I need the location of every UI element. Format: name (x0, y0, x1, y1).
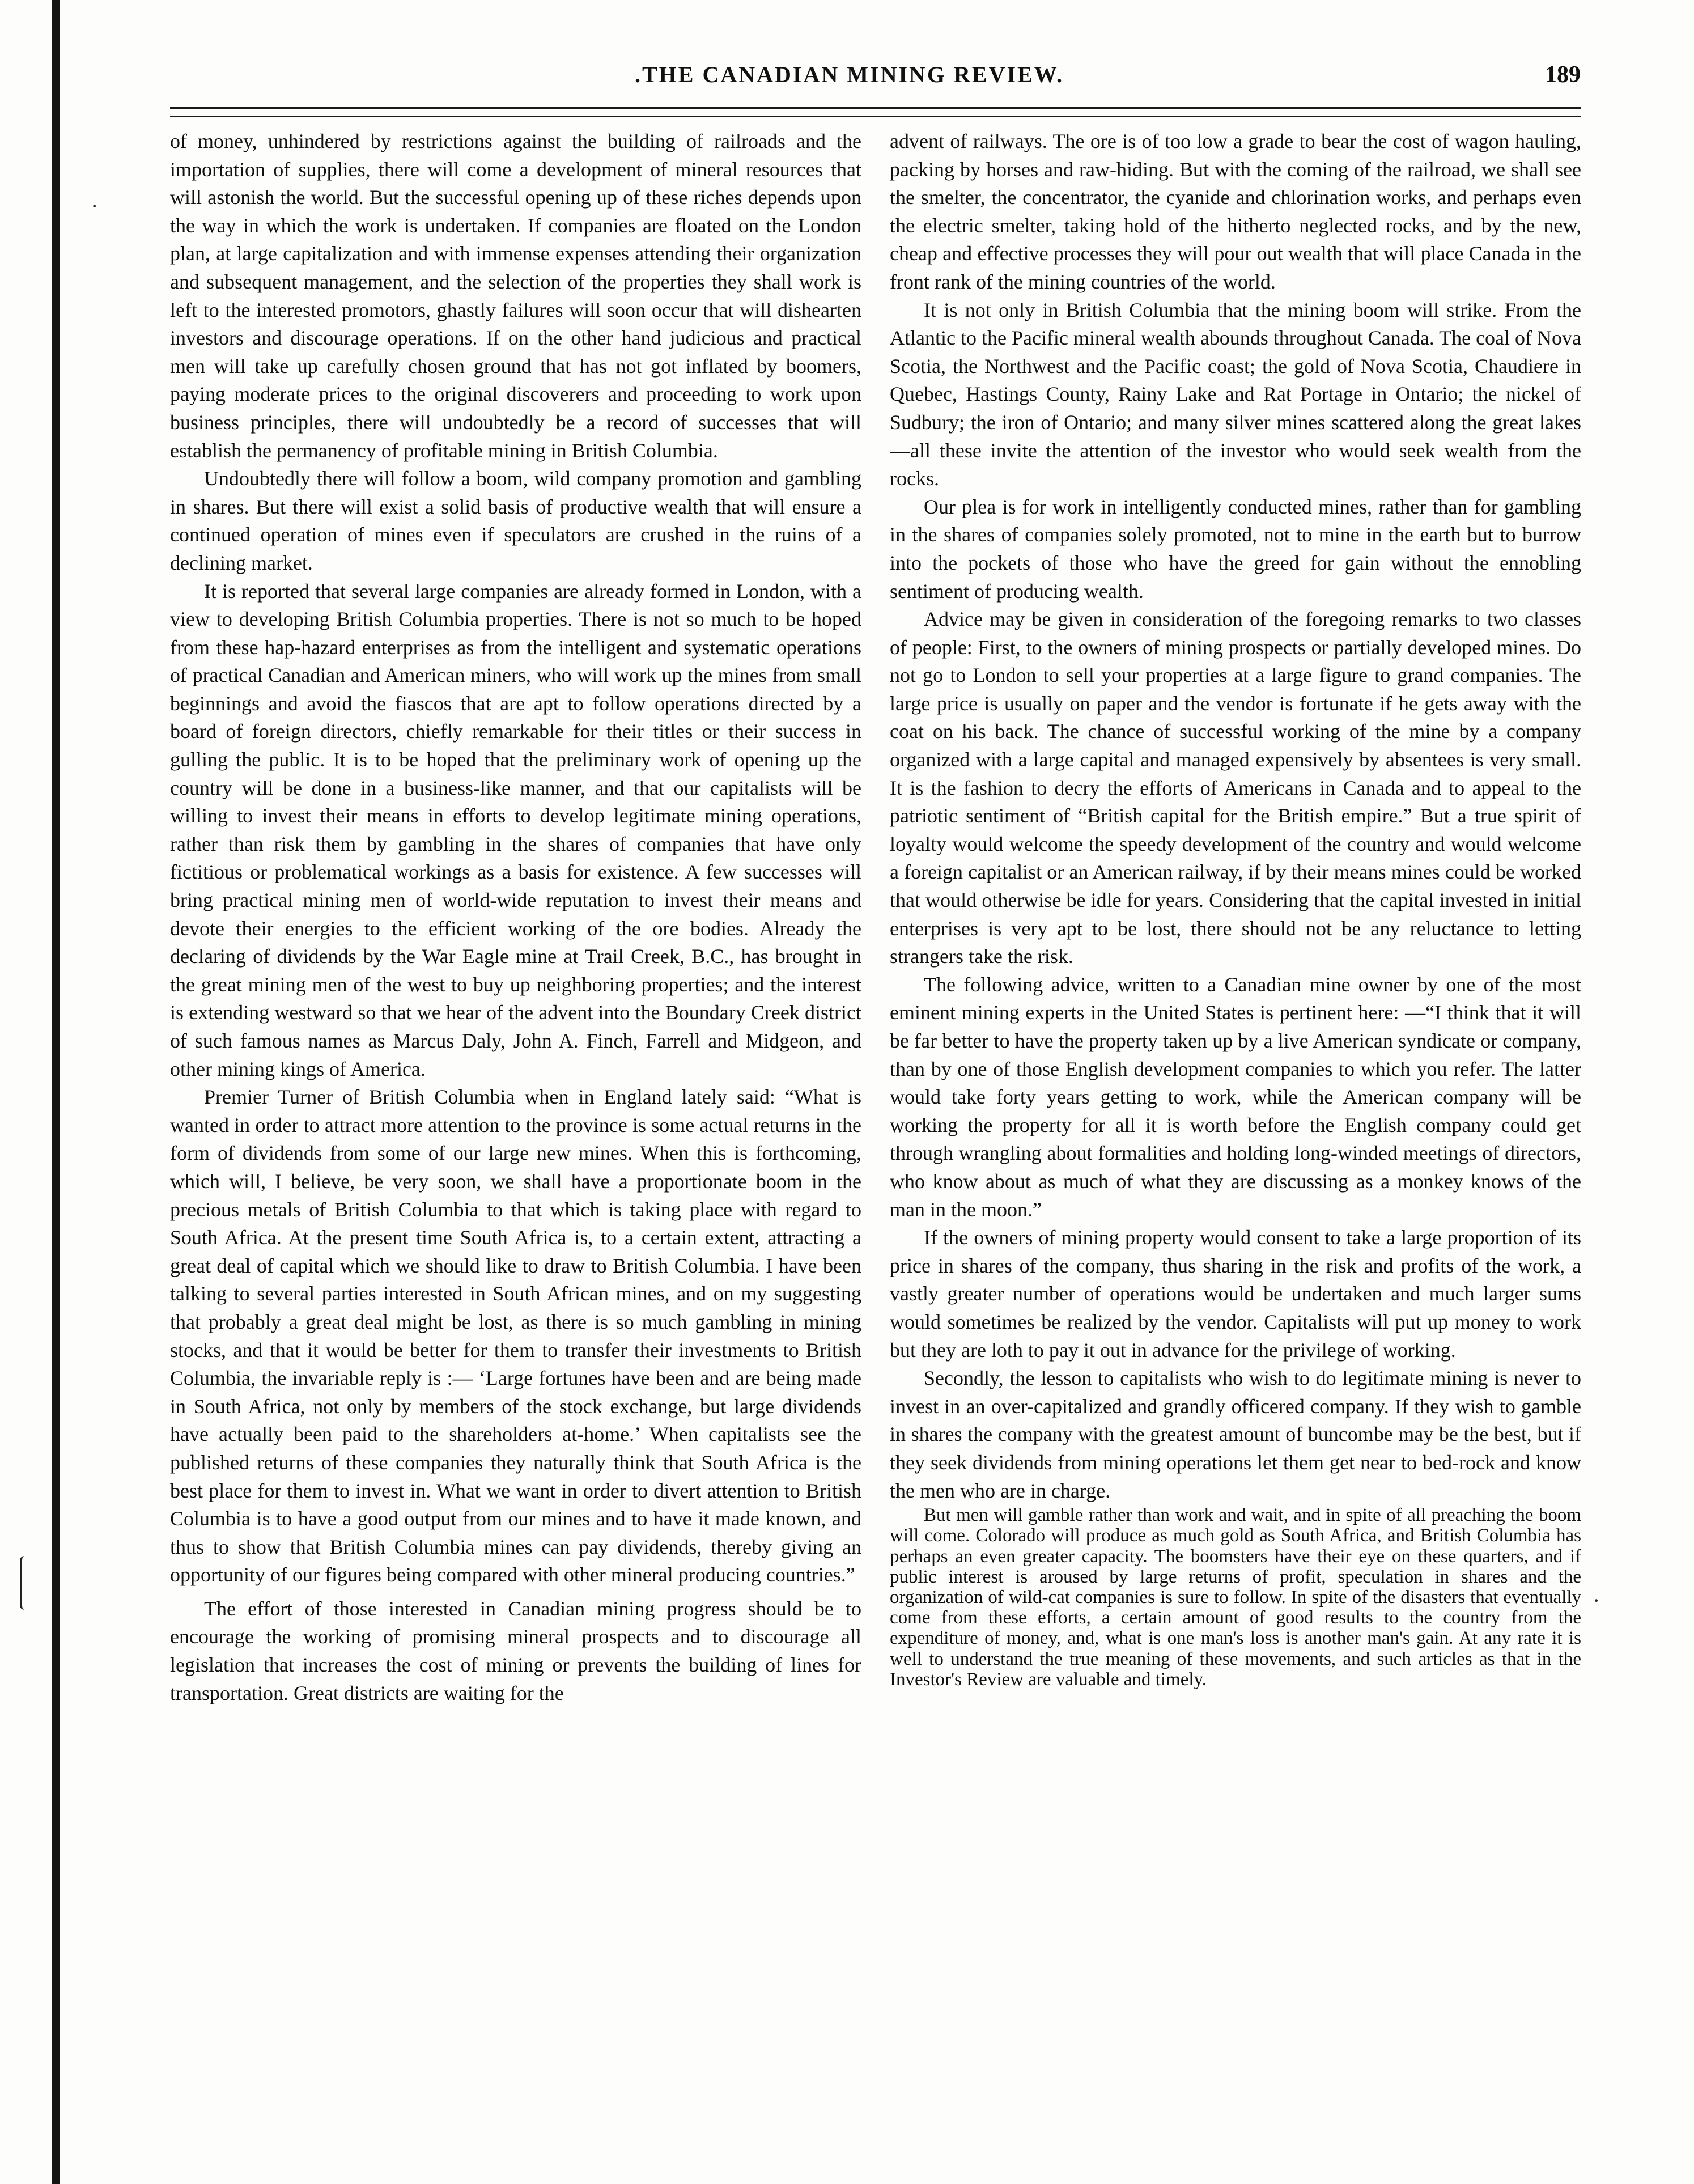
paragraph: It is reported that several large companies are already formed in London, with a view to developing British Columbia properties. There is not so much to be hoped from these hap-hazard enterprises as from the intelligent and systematic operations of practical Canadian and American miners, who will work up the mines from small beginnings and avoid the fiascos that are apt to follow operations directed by a board of foreign directors, chiefly remarkable for their titles or their success in gulling the public. It is to be hoped that the preliminary work of opening up the country will be done in a business-like manner, and that our capitalists will be willing to invest their means in efforts to develop legitimate mining operations, rather than risk them by gambling in the shares of companies that have only fictitious or problematical workings as a basis for existence. A few successes will bring practical mining men of world-wide reputation to invest their means and devote their energies to the efficient working of the ore bodies. Already the declaring of dividends by the War Eagle mine at Trail Creek, B.C., has brought in the great mining men of the west to buy up neighboring properties; and the interest is extending westward so that we hear of the advent into the Boundary Creek district of such famous names as Marcus Daly, John A. Finch, Farrell and Midgeon, and other mining kings of America. (170, 579, 861, 1080)
paragraph: The following advice, written to a Canadian mine owner by one of the most eminent mining experts in the United States is pertinent here: —“I think that it will be far better to have the property taken up by a live American syndicate or company, than by one of those English development companies to which you refer. The latter would take forty years getting to work, while the American company will be working the property for all it is worth before the English company could get through wrangling about formalities and holding long-winded meetings of directors, who know about as much of what they are discussing as a monkey knows of the man in the moon.” (890, 973, 1581, 1221)
page-number: 189 (1545, 62, 1581, 88)
right-column (890, 128, 1581, 2151)
running-title: .THE CANADIAN MINING REVIEW. (635, 62, 1064, 87)
header-rule-thin (170, 116, 1581, 117)
header-rule (170, 107, 1581, 109)
paragraph: Secondly, the lesson to capitalists who wish to do legitimate mining is never to invest in an over-capitalized and grandly officered company. If they wish to gamble in shares the company with the greatest amount of buncombe may be the best, but if they seek dividends from mining operations let them get near to bed-rock and know the men who are in charge. (890, 1367, 1581, 1502)
paragraph: of money, unhindered by restrictions against the building of railroads and the importation of supplies, there will come a development of mineral resources that will astonish the world. But the successful opening up of these riches depends upon the way in which the work is undertaken. If companies are floated on the London plan, at large capitalization and with immense expenses attending their organization and subsequent management, and the selection of the properties they shall work is left to the interested promotors, ghastly failures will soon occur that will dishearten investors and discourage operations. If on the other hand judicious and practical men will take up carefully chosen ground that has not got inflated by boomers, paying moderate prices to the original discoverers and proceeding to work upon business principles, there will undoubtedly be a record of successes that will establish the permanency of profitable mining in British Columbia. (170, 130, 861, 462)
margin-dot: · (1593, 1588, 1600, 1613)
paragraph: advent of railways. The ore is of too low a grade to bear the cost of wagon hauling, packing by horses and raw-hiding. But with the coming of the railroad, we shall see the smelter, the concentrator, the cyanide and chlorination works, and perhaps even the electric smelter, taking hold of the hitherto neglected rocks, and by the new, cheap and effective processes they will pour out wealth that will place Canada in the front rank of the mining countries of the world. (890, 130, 1581, 293)
page-header (170, 61, 1581, 101)
paragraph: If the owners of mining property would consent to take a large proportion of its price in shares of the company, thus sharing in the risk and profits of the work, a vastly greater number of operations would be undertaken and much larger sums would sometimes be realized by the vendor. Capitalists will put up money to work but they are loth to pay it out in advance for the privilege of working. (890, 1226, 1581, 1362)
margin-bracket (20, 1556, 32, 1610)
binding-edge (52, 0, 60, 2184)
paragraph: It is not only in British Columbia that the mining boom will strike. From the Atlantic to the Pacific mineral wealth abounds throughout Canada. The coal of Nova Scotia, the Northwest and the Pacific coast; the gold of Nova Scotia, Chaudiere in Quebec, Hastings County, Rainy Lake and Rat Portage in Ontario; the nickel of Sudbury; the iron of Ontario; and many silver mines scattered along the great lakes—all these invite the attention of the investor who would seek wealth from the rocks. (890, 298, 1581, 490)
left-column (170, 128, 861, 2151)
paragraph: Undoubtedly there will follow a boom, wild company promotion and gambling in shares. But there will exist a solid basis of productive wealth that will ensure a continued operation of mines even if speculators are crushed in the ruins of a declining market. (170, 467, 861, 574)
paragraph-small-type: But men will gamble rather than work and wait, and in spite of all preaching the boom will come. Colorado will produce as much gold as South Africa, and British Columbia has perhaps an even greater capacity. The boomsters have their eye on these quarters, and if public interest is aroused by large returns of profit, speculation in shares and the organization of wild-cat companies is sure to follow. In spite of the disasters that eventually come from these efforts, a certain amount of good results to the country from the expenditure of money, and, what is one man's loss is another man's gain. At any rate it is well to understand the true meaning of these movements, and such articles as that in the Investor's Review are valuable and timely. (890, 1505, 1581, 1690)
paragraph: Advice may be given in consideration of the foregoing remarks to two classes of people: First, to the owners of mining prospects or partially developed mines. Do not go to London to sell your properties at a large figure to grand companies. The large price is usually on paper and the vendor is fortunate if he gets away with the coat on his back. The chance of successful working of the mine by a company organized with a large capital and managed expensively by absentees is very small. It is the fashion to decry the efforts of Americans in Canada and to appeal to the patriotic sentiment of “British capital for the British empire.” But a true spirit of loyalty would welcome the speedy development of the country and would welcome a foreign capitalist or an American railway, if by their means mines could be worked that would otherwise be idle for years. Considering that the capital invested in initial enterprises is very apt to be lost, there should not be any reluctance to letting strangers take the risk. (890, 608, 1581, 968)
paragraph: The effort of those interested in Canadian mining progress should be to encourage the working of promising mineral prospects and to discourage all legislation that increases the cost of mining or prevents the building of lines for transportation. Great districts are waiting for the (170, 1597, 861, 1704)
paragraph: Our plea is for work in intelligently conducted mines, rather than for gambling in the shares of companies solely promoted, not to mine in the earth but to burrow into the pockets of those who have the greed for gain without the ennobling sentiment of producing wealth. (890, 495, 1581, 603)
margin-dot: · (91, 193, 99, 219)
paragraph: Premier Turner of British Columbia when in England lately said: “What is wanted in order to attract more attention to the province is some actual returns in the form of dividends from some of our large new mines. When this is forthcoming, which will, I believe, be very soon, we shall have a proportionate boom in the precious metals of British Columbia to that which is taking place with regard to South Africa. At the present time South Africa is, to a certain extent, attracting a great deal of capital which we should like to draw to British Columbia. I have been talking to several parties interested in South African mines, and on my suggesting that probably a great deal might be lost, as there is so much gambling in mining stocks, and that it would be better for them to transfer their investments to British Columbia, the invariable reply is :— ‘Large fortunes have been and are being made in South Africa, not only by members of the stock exchange, but large dividends have actually been paid to the shareholders at-home.’ When capitalists see the published returns of these companies they naturally think that South Africa is the best place for them to invest in. What we want in order to divert attention to British Columbia is to have a good output from our mines and to have it made known, and thus to show that British Columbia mines can pay dividends, thereby giving an opportunity of our figures being compared with other mineral producing countries.” (170, 1085, 861, 1587)
